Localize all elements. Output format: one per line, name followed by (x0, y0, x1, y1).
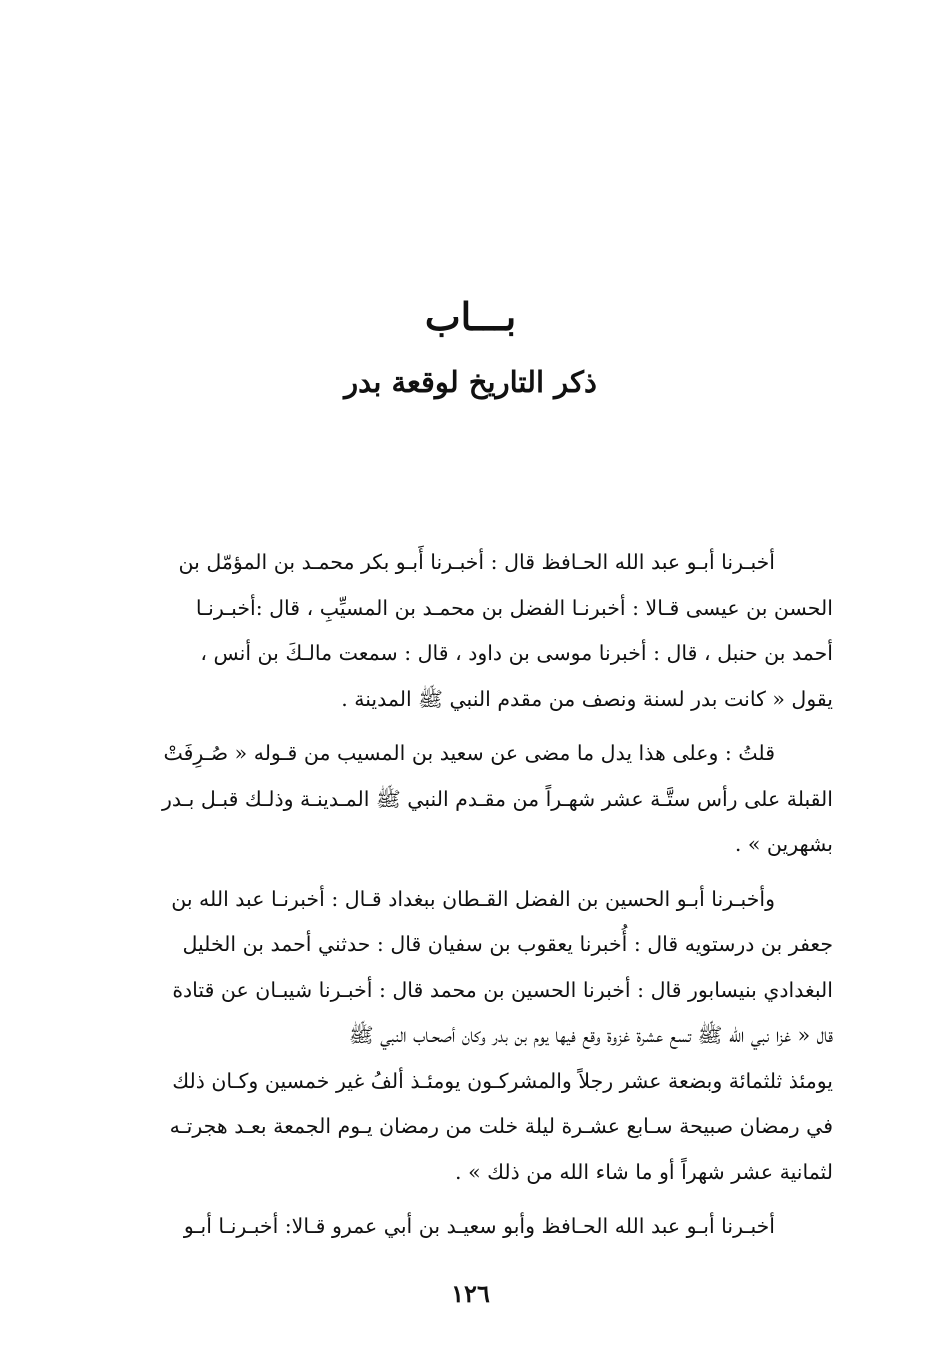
text-line: قلتُ : وعلى هذا يدل ما مضى عن سعيد بن المسيب من قـوله « صُـرِفَتْ (163, 741, 775, 765)
paragraph-2 (100, 731, 833, 868)
chapter-heading: بـــاب (424, 294, 517, 339)
paragraph-1 (100, 540, 833, 722)
text-line: القبلة على رأس ستَّـة عشر شهـراً من مقـدم النبي ﷺ المـدينـة وذلـك قبـل بـدر (162, 786, 833, 811)
body-text (100, 540, 833, 1250)
text-line: يقول « كانت بدر لسنة ونصف من مقدم النبي ﷺ المدينة . (341, 686, 833, 711)
text-line: يومئذ ثلثمائة وبضعة عشر رجلاً والمشركـون يومئـذ ألفُ غير خمسين وكـان ذلك (172, 1068, 833, 1093)
paragraph-4 (100, 1204, 833, 1250)
text-line: جعفر بن درستويه قال : أُخبرنا يعقوب بن سفيان قال : حدثني أحمد بن الخليل (182, 932, 833, 956)
text-line: بشهرين » . (734, 832, 833, 856)
text-line: قال « غزا نبي الله ﷺ تسع عشرة غزوة وقع فيها يوم بن بدر وكان أصحـاب النبي ﷺ (348, 1023, 833, 1047)
text-line: البغدادي بنيسابور قال : أخبرنا الحسين بن محمد قال : أخبـرنا شيبـان عن قتادة (172, 977, 833, 1002)
paragraph-3 (100, 877, 833, 1196)
page-number: ١٢٦ (451, 1279, 490, 1308)
chapter-subtitle: ذكر التاريخ لوقعة بدر (344, 365, 597, 399)
text-line: أخبـرنا أبـو عبد الله الحـافظ وأبو سعيـد بن أبي عمرو قـالا: أخبـرنـا أبـو (183, 1214, 775, 1238)
text-line: الحسن بن عيسى قـالا : أخبرنـا الفضل بن محمـد بن المسيِّبِ ، قال :أخبـرنـا (195, 595, 833, 620)
text-line: وأخبـرنا أبـو الحسين بن الفضل القـطان ببغداد قـال : أخبرنـا عبد الله بن (171, 886, 775, 911)
text-line: لثمانية عشر شهراً أو ما شاء الله من ذلك » . (455, 1159, 833, 1184)
text-line: أخبـرنا أبـو عبد الله الحـافظ قال : أخبـرنا أَبـو بكر محمـد بن المؤمّل بن (178, 550, 775, 574)
text-line: في رمضان صبيحة سـابع عشـرة ليلة خلت من رمضان يـوم الجمعة بعـد هجرتـه (169, 1114, 833, 1138)
text-line: أحمد بن حنبل ، قال : أخبرنا موسى بن داود ، قال : سمعت مالـكَ بن أنس ، (200, 641, 833, 665)
